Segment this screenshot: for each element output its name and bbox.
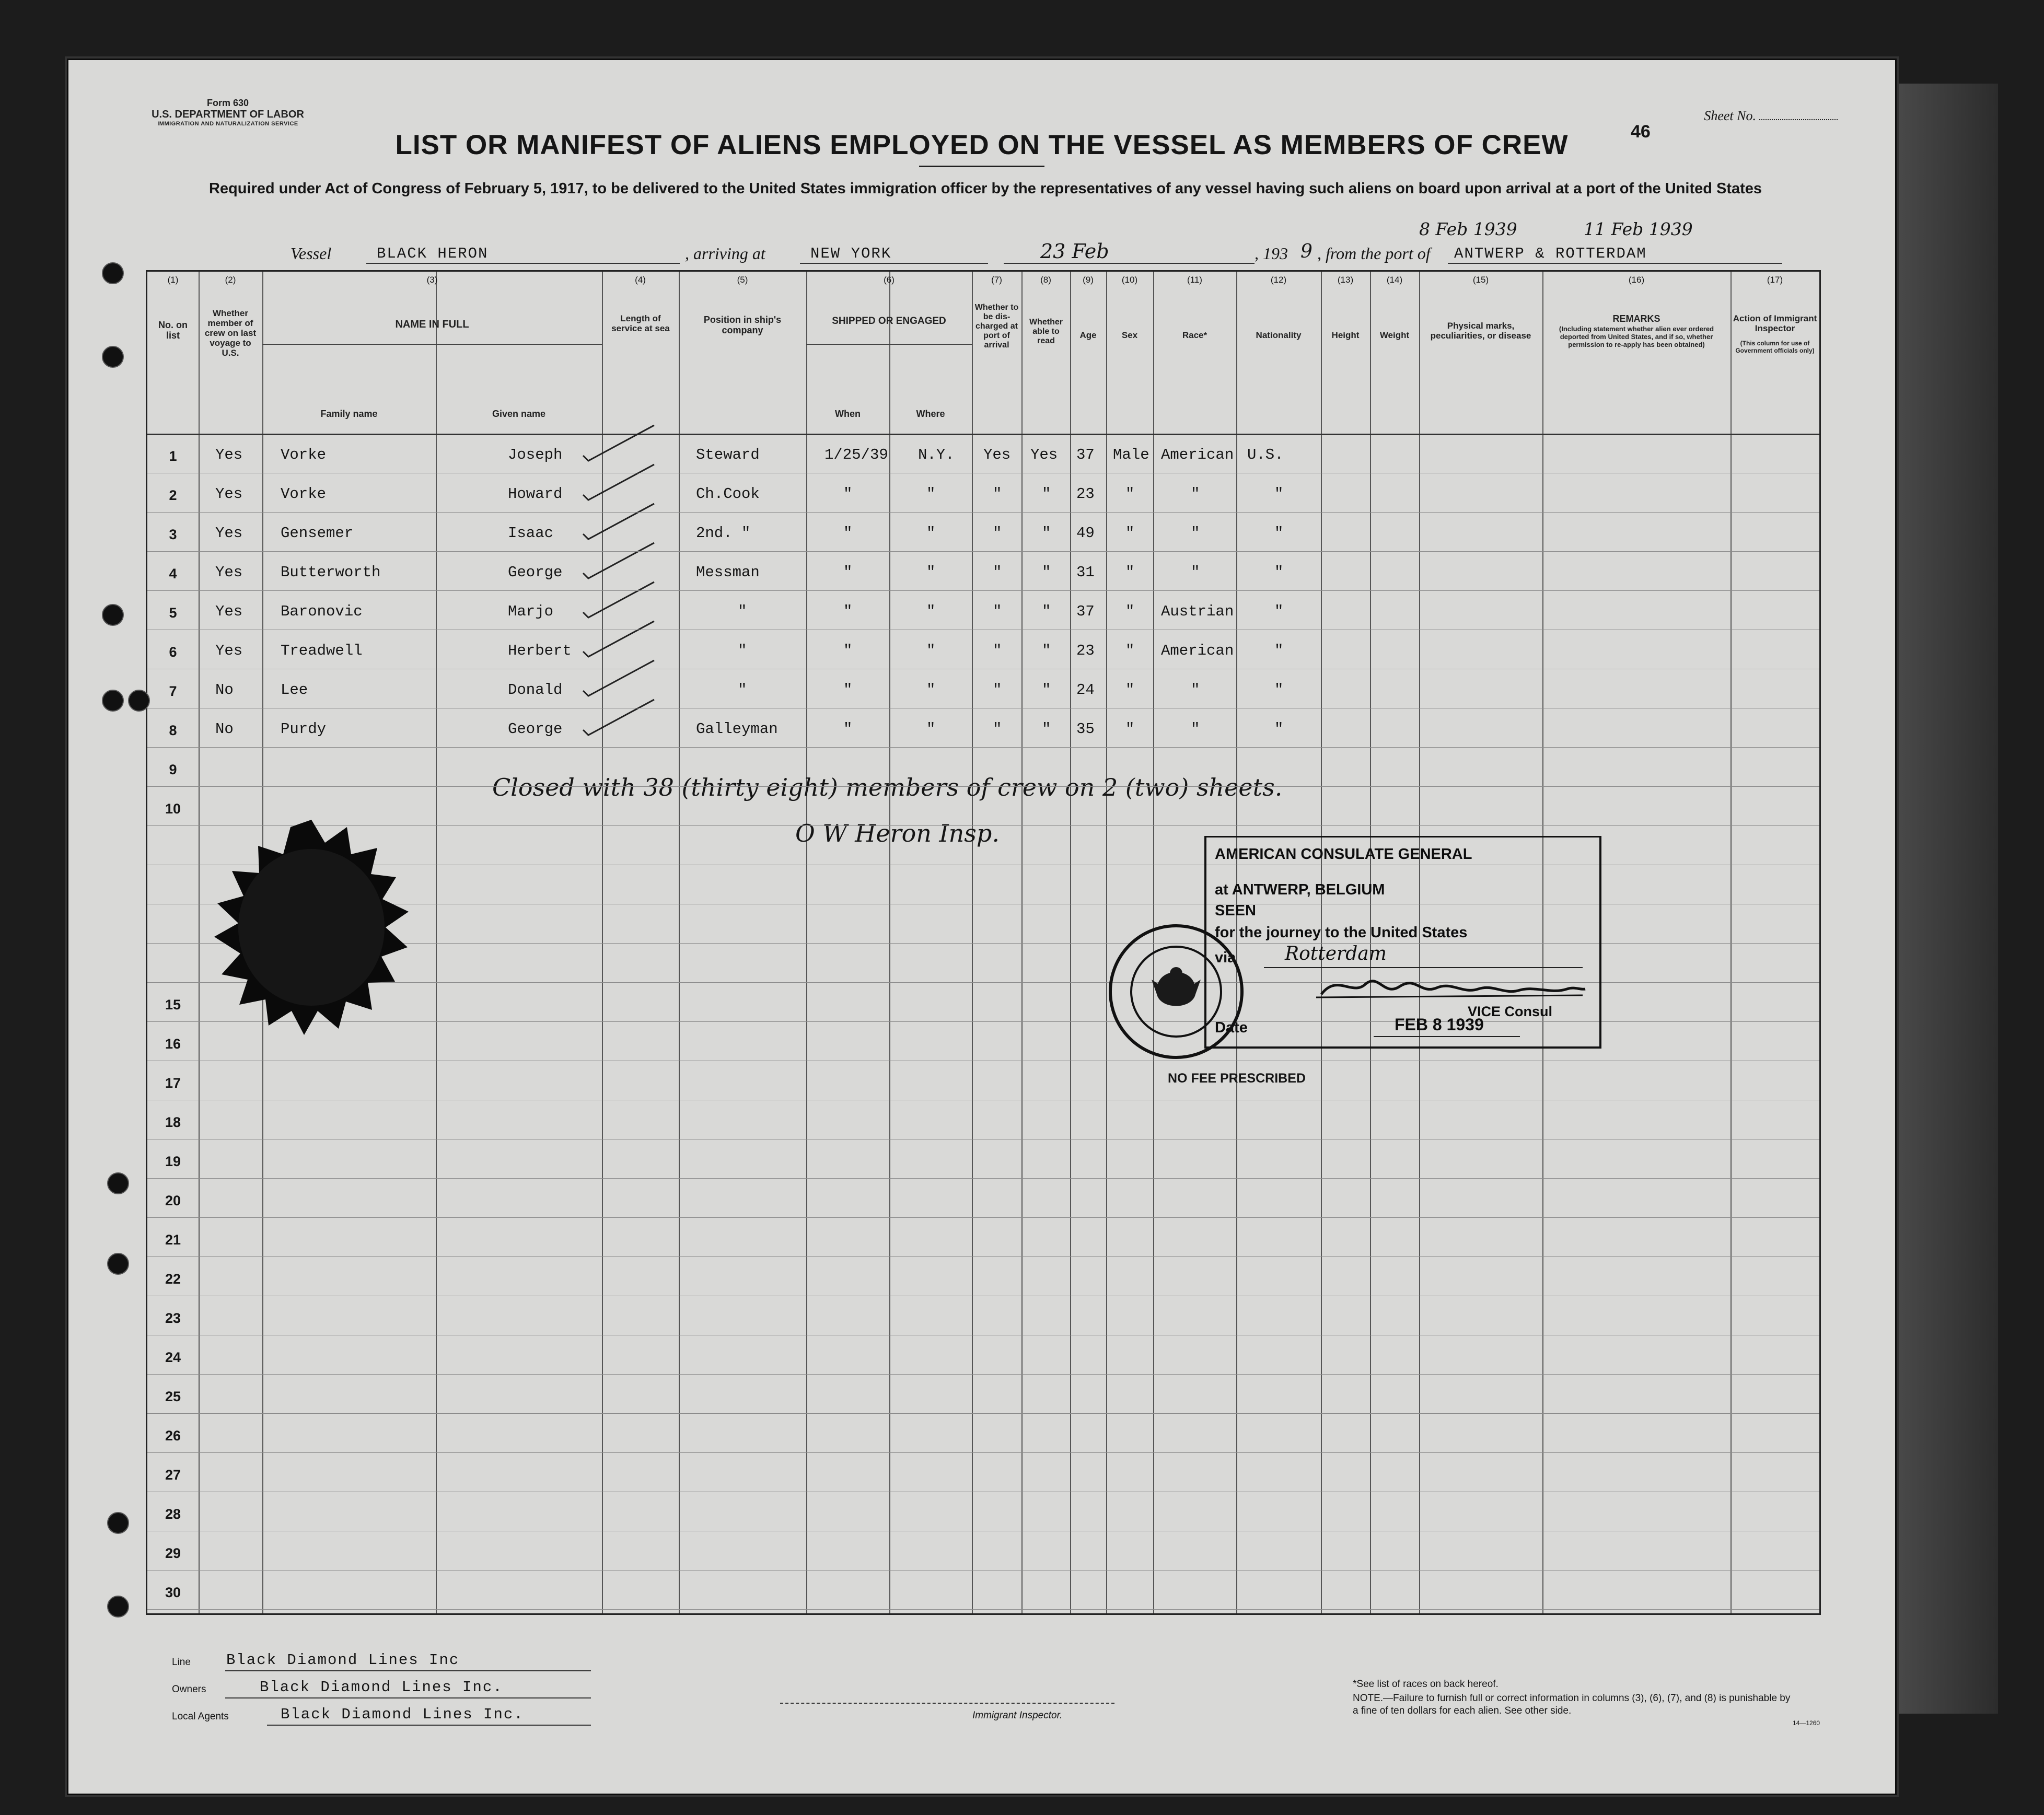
- crew-cell-position: ": [738, 642, 747, 659]
- crew-cell-sex: ": [1125, 720, 1135, 738]
- header-when: When: [835, 409, 861, 419]
- row-number: 8: [169, 723, 177, 738]
- crew-cell-sex: ": [1125, 564, 1135, 581]
- column-number: (1): [167, 275, 179, 285]
- header-shipped-or-engaged: SHIPPED OR ENGAGED: [832, 316, 946, 327]
- crew-cell-age: 23: [1076, 485, 1095, 503]
- crew-cell-when: ": [843, 485, 853, 503]
- page-edge-shadow: [1894, 84, 1998, 1714]
- crew-cell-last-voyage: Yes: [215, 564, 243, 581]
- column-number: (15): [1472, 275, 1489, 285]
- stamp-consul-title: VICE Consul: [1468, 1004, 1553, 1019]
- crew-cell-where: ": [926, 525, 936, 542]
- row-number: 6: [169, 644, 177, 660]
- crew-cell-race: ": [1191, 681, 1200, 699]
- consul-signature-icon: [1316, 968, 1588, 1005]
- crew-cell-given: Howard: [508, 485, 563, 503]
- crew-cell-race: Austrian: [1161, 603, 1234, 620]
- crew-cell-discharged: ": [993, 642, 1002, 659]
- year-digit: 9: [1300, 241, 1313, 262]
- crew-cell-read: ": [1042, 564, 1051, 581]
- row-number: 29: [165, 1545, 181, 1561]
- crew-cell-age: 23: [1076, 642, 1095, 659]
- header-nationality: Nationality: [1256, 330, 1302, 340]
- stamp-line-1: AMERICAN CONSULATE GENERAL: [1215, 846, 1472, 863]
- wax-seal-icon: [202, 816, 421, 1040]
- header-age: Age: [1079, 330, 1097, 340]
- handwritten-closing-note: Closed with 38 (thirty eight) members of crew on 2 (two) sheets.: [492, 773, 1283, 801]
- row-number: 25: [165, 1389, 181, 1404]
- crew-cell-where: ": [926, 485, 936, 503]
- crew-cell-when: ": [843, 642, 853, 659]
- binder-hole-icon: [102, 690, 124, 712]
- form-identifier: [142, 98, 314, 127]
- footer-owners-label: Owners: [172, 1684, 206, 1695]
- crew-cell-discharged: ": [993, 603, 1002, 620]
- crew-cell-nationality: ": [1274, 720, 1284, 738]
- row-number: 3: [169, 527, 177, 542]
- crew-cell-race: ": [1191, 720, 1200, 738]
- arrival-day-month: 23 Feb: [1040, 240, 1109, 263]
- row-number: 23: [165, 1310, 181, 1326]
- crew-cell-read: ": [1042, 681, 1051, 699]
- arriving-label: , arriving at: [685, 244, 765, 263]
- row-number: 1: [169, 448, 177, 464]
- crew-cell-age: 24: [1076, 681, 1095, 699]
- crew-cell-sex: ": [1125, 485, 1135, 503]
- crew-cell-where: ": [926, 720, 936, 738]
- crew-cell-given: George: [508, 720, 563, 738]
- header-family-name: Family name: [320, 409, 378, 419]
- date-note-2: 11 Feb 1939: [1584, 219, 1693, 239]
- crew-cell-family: Gensemer: [281, 525, 354, 542]
- check-mark-icon: [581, 461, 659, 503]
- header-weight: Weight: [1379, 330, 1410, 340]
- crew-cell-sex: ": [1125, 603, 1135, 620]
- from-port: ANTWERP & ROTTERDAM: [1454, 245, 1647, 262]
- binder-hole-icon: [102, 262, 124, 284]
- crew-cell-position: Steward: [696, 446, 760, 463]
- crew-cell-nationality: ": [1274, 642, 1284, 659]
- crew-cell-read: ": [1042, 485, 1051, 503]
- date-note-1: 8 Feb 1939: [1419, 219, 1517, 239]
- header-sex: Sex: [1121, 330, 1138, 340]
- stamp-via: Rotterdam: [1285, 943, 1387, 964]
- footer-line-label: Line: [172, 1657, 191, 1668]
- header-last-voyage: Whether member of crew on last voyage to U.S.: [204, 308, 257, 358]
- column-number: (3): [426, 275, 438, 285]
- crew-cell-last-voyage: Yes: [215, 485, 243, 503]
- row-number: 17: [165, 1075, 181, 1091]
- row-number: 20: [165, 1193, 181, 1208]
- crew-cell-given: George: [508, 564, 563, 581]
- crew-cell-discharged: ": [993, 720, 1002, 738]
- crew-cell-position: 2nd. ": [696, 525, 751, 542]
- row-number: 15: [165, 997, 181, 1013]
- binder-hole-icon: [128, 690, 150, 712]
- stamp-via-label: via: [1215, 949, 1236, 966]
- crew-cell-nationality: U.S.: [1247, 446, 1284, 463]
- crew-cell-where: N.Y.: [918, 446, 955, 463]
- column-number: (8): [1040, 275, 1051, 285]
- column-number: (16): [1628, 275, 1645, 285]
- manifest-title: LIST OR MANIFEST OF ALIENS EMPLOYED ON THE VESSEL AS MEMBERS OF CREW: [395, 130, 1569, 160]
- check-mark-icon: [581, 618, 659, 660]
- crew-cell-position: ": [738, 681, 747, 699]
- header-able-to-read: Whether able to read: [1029, 318, 1063, 345]
- voyage-line: [225, 219, 1782, 269]
- crew-cell-race: American: [1161, 446, 1234, 463]
- footer-agents-label: Local Agents: [172, 1711, 229, 1722]
- crew-cell-read: ": [1042, 642, 1051, 659]
- row-number: 19: [165, 1154, 181, 1169]
- row-number: 24: [165, 1349, 181, 1365]
- row-number: 21: [165, 1232, 181, 1248]
- crew-cell-read: Yes: [1030, 446, 1058, 463]
- stamp-date: FEB 8 1939: [1395, 1015, 1484, 1034]
- crew-cell-family: Lee: [281, 681, 308, 699]
- footer-races-note: *See list of races on back hereof.: [1353, 1679, 1499, 1690]
- crew-cell-nationality: ": [1274, 485, 1284, 503]
- row-number: 4: [169, 566, 177, 581]
- crew-cell-position: ": [738, 603, 747, 620]
- row-number: 18: [165, 1114, 181, 1130]
- header-discharged: Whether to be dis-charged at port of arrival: [974, 303, 1019, 350]
- column-number: (4): [635, 275, 646, 285]
- header-height: Height: [1331, 330, 1360, 340]
- column-number: (6): [884, 275, 895, 285]
- header-where: Where: [916, 409, 945, 419]
- crew-cell-discharged: ": [993, 681, 1002, 699]
- crew-cell-position: Ch.Cook: [696, 485, 760, 503]
- crew-cell-last-voyage: No: [215, 720, 234, 738]
- footer-line-value: Black Diamond Lines Inc: [226, 1651, 460, 1669]
- header-position: Position in ship's company: [703, 315, 782, 335]
- crew-cell-when: ": [843, 564, 853, 581]
- crew-cell-when: ": [843, 603, 853, 620]
- header-inspector-action: Action of Immigrant Inspector: [1733, 313, 1817, 333]
- footer-owners-value: Black Diamond Lines Inc.: [260, 1679, 503, 1696]
- crew-cell-family: Butterworth: [281, 564, 381, 581]
- crew-cell-given: Marjo: [508, 603, 554, 620]
- crew-cell-where: ": [926, 564, 936, 581]
- crew-cell-last-voyage: Yes: [215, 446, 243, 463]
- crew-cell-discharged: ": [993, 564, 1002, 581]
- consulate-stamp: [1204, 836, 1601, 1049]
- crew-cell-nationality: ": [1274, 525, 1284, 542]
- column-number: (17): [1767, 275, 1783, 285]
- crew-cell-read: ": [1042, 720, 1051, 738]
- crew-cell-nationality: ": [1274, 564, 1284, 581]
- crew-cell-given: Donald: [508, 681, 563, 699]
- crew-cell-age: 35: [1076, 720, 1095, 738]
- check-mark-icon: [581, 696, 659, 738]
- header-race: Race*: [1182, 330, 1207, 340]
- from-port-label: , from the port of: [1317, 244, 1431, 263]
- row-number: 26: [165, 1428, 181, 1444]
- check-mark-icon: [581, 579, 659, 621]
- column-number: (14): [1386, 275, 1403, 285]
- crew-cell-sex: ": [1125, 642, 1135, 659]
- stamp-line-4: for the journey to the United States: [1215, 924, 1468, 941]
- crew-cell-age: 37: [1076, 446, 1095, 463]
- stamp-date-label: Date: [1215, 1019, 1248, 1036]
- column-number: (12): [1270, 275, 1287, 285]
- header-remarks-note: (Including statement whether alien ever ordered deported from United States, and if so, whether permission to re-apply has been obtained): [1559, 325, 1714, 348]
- year-prefix: , 193: [1255, 244, 1288, 263]
- column-number: (7): [991, 275, 1002, 285]
- crew-cell-position: Messman: [696, 564, 760, 581]
- header-inspector-note: (This column for use of Government officials only): [1735, 340, 1815, 354]
- stamp-line-3: SEEN: [1215, 902, 1256, 919]
- crew-cell-nationality: ": [1274, 603, 1284, 620]
- column-number: (13): [1337, 275, 1354, 285]
- crew-cell-race: ": [1191, 525, 1200, 542]
- binder-hole-icon: [107, 1596, 129, 1618]
- crew-cell-family: Baronovic: [281, 603, 363, 620]
- vessel-name: BLACK HERON: [377, 245, 489, 262]
- crew-cell-race: ": [1191, 485, 1200, 503]
- crew-cell-sex: Male: [1113, 446, 1149, 463]
- crew-cell-last-voyage: Yes: [215, 603, 243, 620]
- crew-cell-given: Isaac: [508, 525, 554, 542]
- crew-cell-read: ": [1042, 525, 1051, 542]
- row-number: 27: [165, 1467, 181, 1483]
- crew-cell-when: ": [843, 681, 853, 699]
- row-number: 22: [165, 1271, 181, 1287]
- row-number: 30: [165, 1585, 181, 1600]
- crew-cell-last-voyage: No: [215, 681, 234, 699]
- row-number: 5: [169, 605, 177, 621]
- arrival-port: NEW YORK: [810, 245, 892, 262]
- column-number: (9): [1083, 275, 1094, 285]
- crew-cell-given: Joseph: [508, 446, 563, 463]
- row-number: 9: [169, 762, 177, 777]
- row-number: 28: [165, 1506, 181, 1522]
- footer-agents-value: Black Diamond Lines Inc.: [281, 1706, 524, 1723]
- crew-cell-family: Purdy: [281, 720, 327, 738]
- crew-cell-last-voyage: Yes: [215, 525, 243, 542]
- title-rule: [919, 166, 1044, 167]
- header-no-on-list: No. on list: [158, 320, 188, 341]
- footer-inspector-label: Immigrant Inspector.: [972, 1710, 1063, 1721]
- row-number: 16: [165, 1036, 181, 1052]
- crew-cell-sex: ": [1125, 681, 1135, 699]
- row-number: 7: [169, 683, 177, 699]
- consulate-seal-icon: [1106, 921, 1247, 1062]
- crew-cell-discharged: ": [993, 525, 1002, 542]
- crew-cell-discharged: ": [993, 485, 1002, 503]
- header-physical-marks: Physical marks, peculiarities, or disease: [1430, 321, 1531, 341]
- crew-cell-given: Herbert: [508, 642, 572, 659]
- crew-cell-age: 31: [1076, 564, 1095, 581]
- column-number: (5): [737, 275, 748, 285]
- header-remarks: REMARKS: [1612, 313, 1660, 324]
- crew-cell-when: ": [843, 720, 853, 738]
- check-mark-icon: [581, 422, 659, 464]
- crew-cell-age: 49: [1076, 525, 1095, 542]
- header-length-of-service: Length of service at sea: [611, 313, 670, 333]
- manifest-subtitle: Required under Act of Congress of February 5, 1917, to be delivered to the United States immigration officer by the representatives of any vessel having such aliens on board upon arrival at a port of the United States: [208, 180, 1762, 197]
- crew-cell-age: 37: [1076, 603, 1095, 620]
- binder-hole-icon: [102, 604, 124, 626]
- crew-cell-where: ": [926, 603, 936, 620]
- stamp-fee-note: NO FEE PRESCRIBED: [1168, 1071, 1306, 1086]
- header-given-name: Given name: [492, 409, 546, 419]
- crew-cell-discharged: Yes: [983, 446, 1011, 463]
- binder-hole-icon: [107, 1512, 129, 1534]
- crew-cell-family: Treadwell: [281, 642, 363, 659]
- crew-cell-when: 1/25/39: [824, 446, 888, 463]
- stamp-line-2: at ANTWERP, BELGIUM: [1215, 881, 1385, 898]
- row-number: 2: [169, 487, 177, 503]
- binder-hole-icon: [107, 1172, 129, 1194]
- form-number: Form 630: [206, 98, 249, 108]
- crew-cell-last-voyage: Yes: [215, 642, 243, 659]
- manifest-sheet: [67, 59, 1897, 1795]
- binder-hole-icon: [102, 346, 124, 368]
- crew-cell-where: ": [926, 681, 936, 699]
- column-number: (10): [1121, 275, 1138, 285]
- crew-cell-race: American: [1161, 642, 1234, 659]
- crew-cell-when: ": [843, 525, 853, 542]
- crew-cell-family: Vorke: [281, 446, 327, 463]
- column-number: (11): [1187, 275, 1202, 285]
- service-name: IMMIGRATION AND NATURALIZATION SERVICE: [157, 121, 298, 127]
- sheet-number-label: Sheet No.: [1704, 108, 1756, 123]
- crew-cell-read: ": [1042, 603, 1051, 620]
- sheet-number-field: [1704, 108, 1838, 124]
- row-number: 10: [165, 801, 181, 817]
- check-mark-icon: [581, 657, 659, 699]
- column-number: (2): [225, 275, 236, 285]
- crew-cell-sex: ": [1125, 525, 1135, 542]
- crew-cell-position: Galleyman: [696, 720, 778, 738]
- footer-fine-note: NOTE.—Failure to furnish full or correct information in columns (3), (6), (7), and (8) is punishable by a fine of ten dollars for each alien. See other side.: [1353, 1693, 1791, 1716]
- department-name: U.S. DEPARTMENT OF LABOR: [152, 109, 304, 120]
- vessel-label: Vessel: [291, 244, 332, 263]
- header-name-in-full: NAME IN FULL: [395, 319, 469, 330]
- check-mark-icon: [581, 501, 659, 542]
- footer-print-code: 14—1260: [1793, 1719, 1820, 1727]
- handwritten-signature: O W Heron Insp.: [795, 819, 1000, 847]
- crew-cell-race: ": [1191, 564, 1200, 581]
- crew-cell-where: ": [926, 642, 936, 659]
- crew-cell-nationality: ": [1274, 681, 1284, 699]
- page-number: 46: [1631, 122, 1651, 142]
- check-mark-icon: [581, 540, 659, 581]
- crew-cell-family: Vorke: [281, 485, 327, 503]
- binder-hole-icon: [107, 1253, 129, 1275]
